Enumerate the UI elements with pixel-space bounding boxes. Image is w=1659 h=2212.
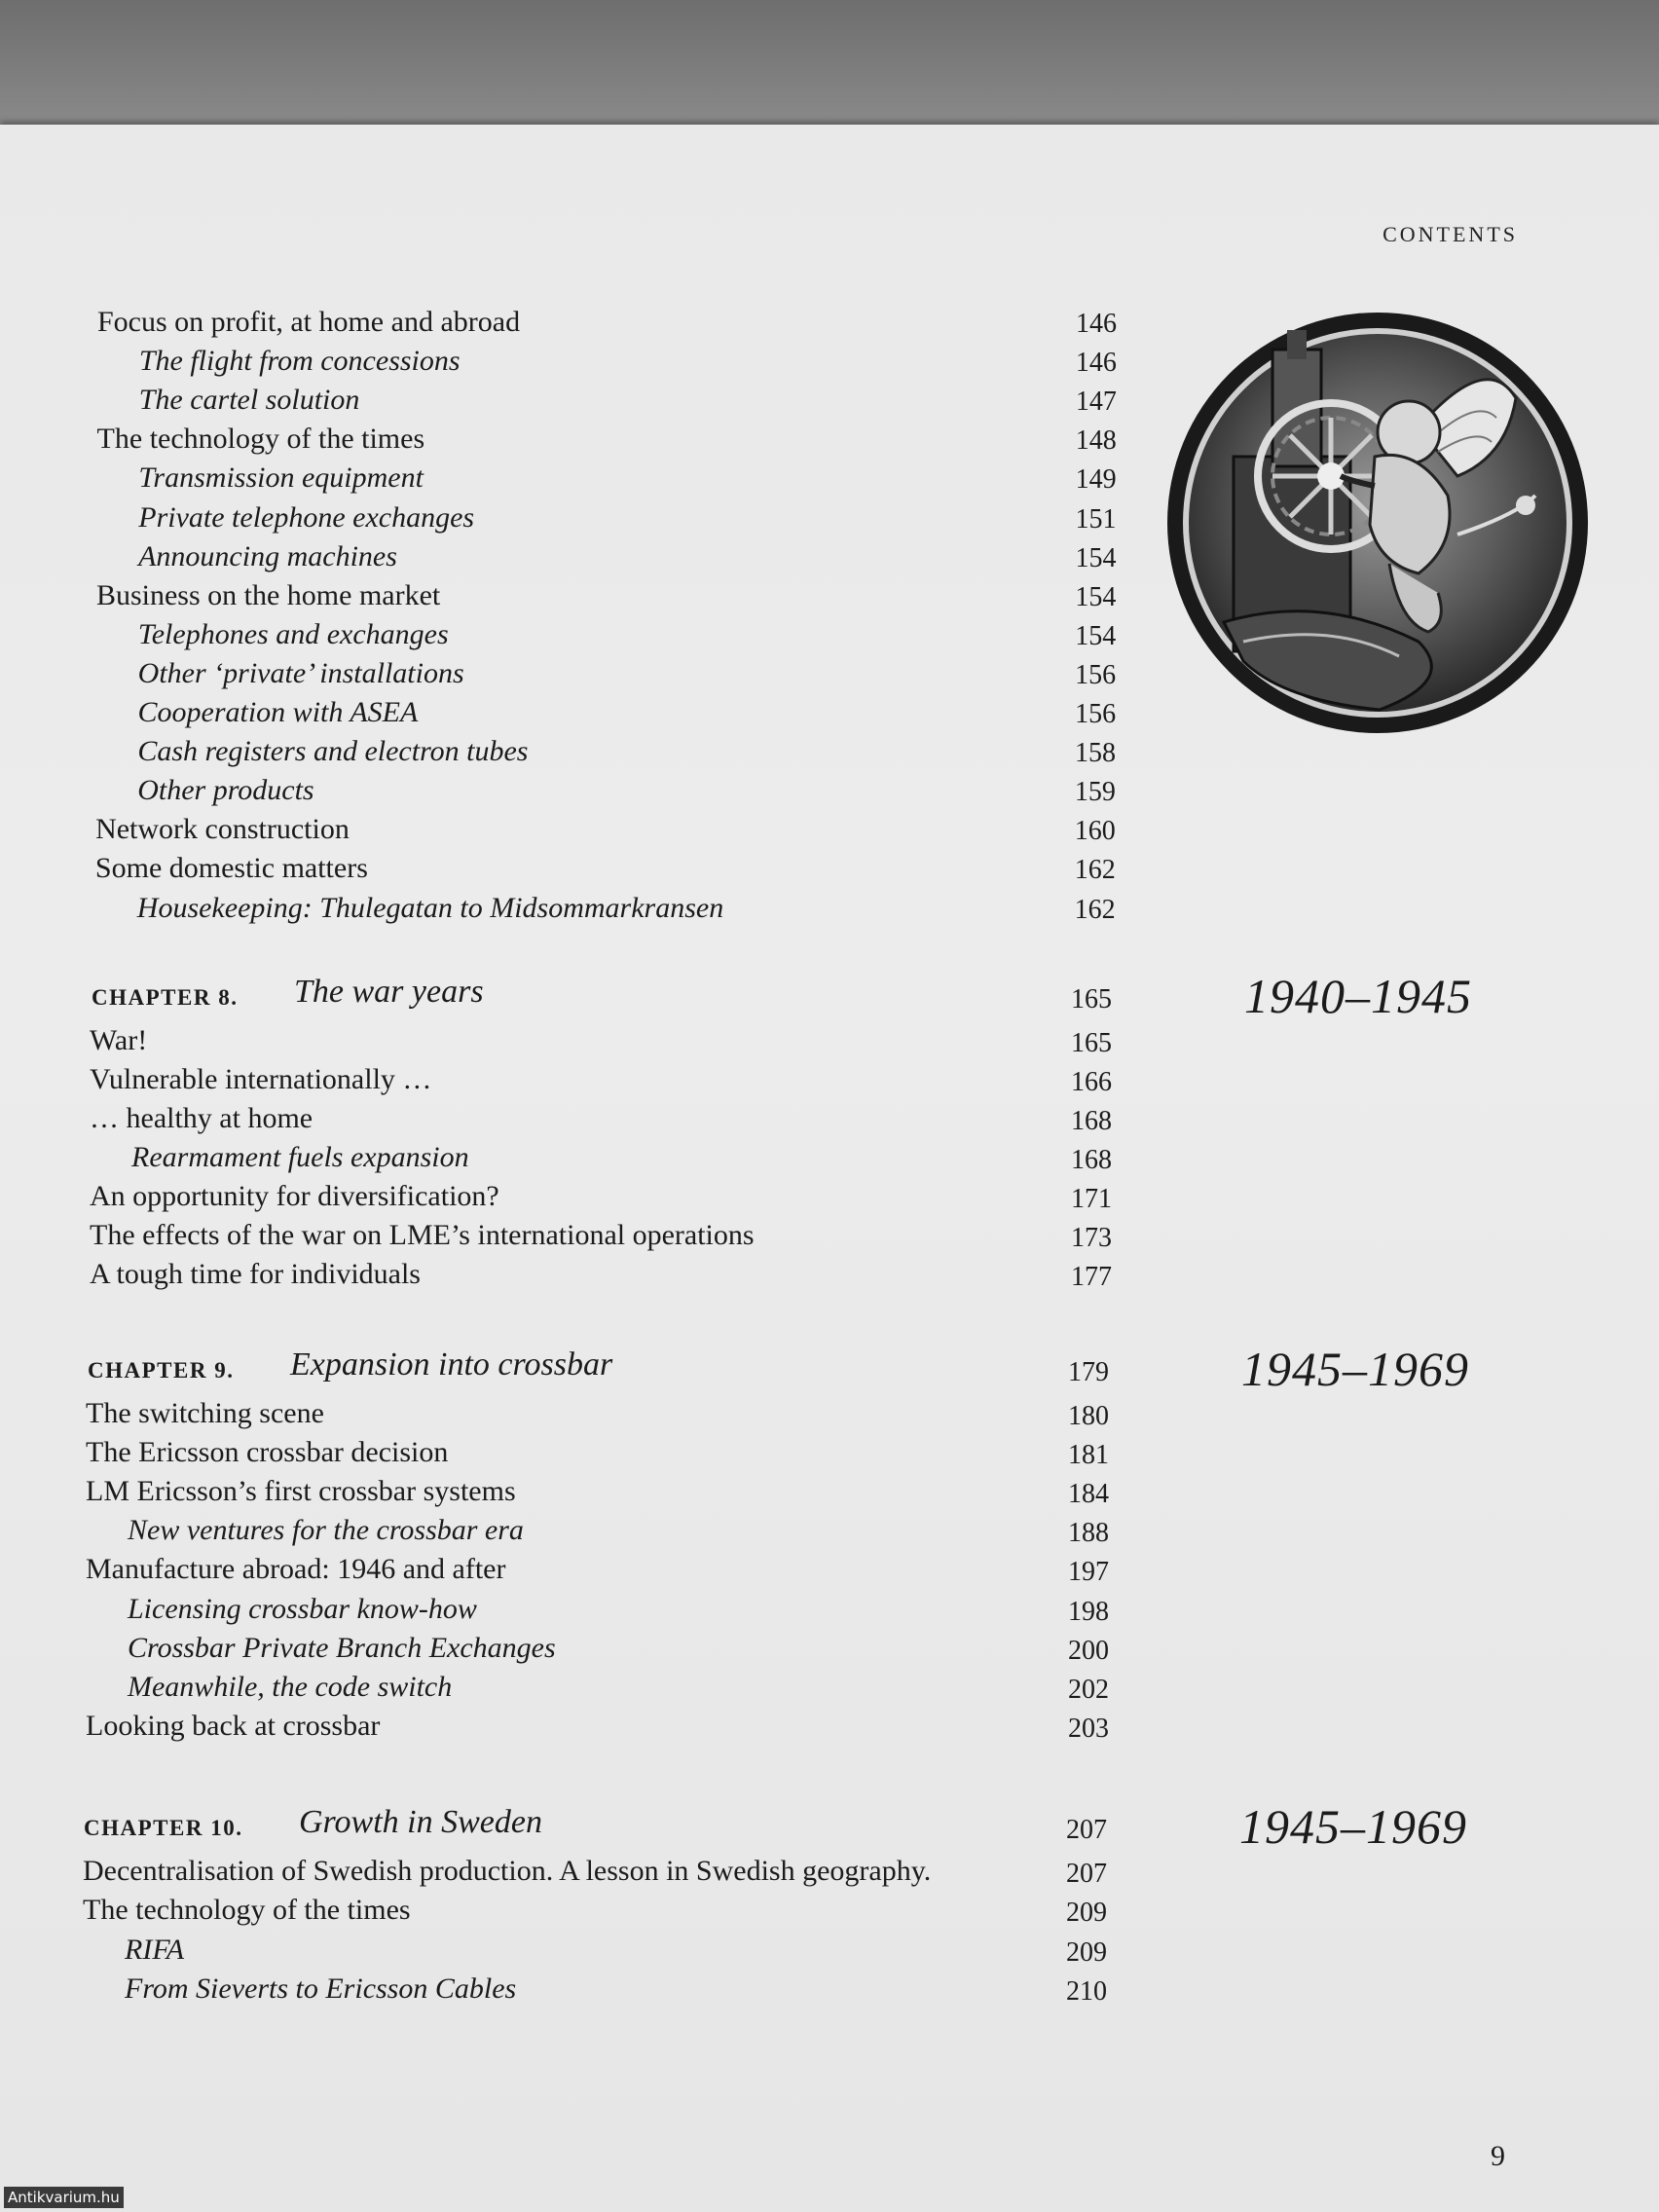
stained-glass-medallion-image [1165,311,1590,735]
toc-subentry: The flight from concessions [138,345,461,378]
toc-page-number: 203 [1068,1713,1109,1744]
toc-page-number: 171 [1071,1184,1112,1214]
toc-page-number: 159 [1074,777,1116,808]
toc-page-number: 181 [1068,1440,1109,1471]
toc-subentry: Private telephone exchanges [138,500,475,534]
chapter-title: Growth in Sweden [299,1804,542,1840]
toc-page-number: 209 [1066,1898,1107,1929]
toc-entry: Network construction [95,813,350,846]
toc-page-number: 165 [1071,1028,1112,1058]
toc-entry: A tough time for individuals [90,1258,421,1290]
toc-page-number: 210 [1066,1976,1107,2008]
toc-page-number: 158 [1074,738,1116,769]
toc-page-number: 160 [1074,816,1116,847]
toc-subentry: Other products [137,774,314,807]
chapter-page-number: 179 [1068,1357,1109,1387]
toc-page-number: 188 [1068,1518,1109,1549]
toc-subentry: Rearmament fuels expansion [131,1141,469,1173]
toc-subentry: Telephones and exchanges [137,617,449,650]
toc-page-number: 151 [1075,503,1117,535]
toc-page-number: 162 [1074,894,1116,925]
toc-entry: Focus on profit, at home and abroad [97,306,521,338]
toc-page-number: 180 [1068,1401,1109,1431]
chapter-label: CHAPTER 8. [92,985,239,1010]
toc-page-number: 168 [1071,1106,1112,1136]
toc-entry: Business on the home market [95,578,441,611]
chapter-years: 1945–1969 [1241,1342,1469,1396]
toc-entry: The technology of the times [96,423,425,456]
toc-entry: Looking back at crossbar [86,1709,381,1742]
running-head: CONTENTS [1382,222,1518,246]
toc-page-number: 173 [1071,1223,1112,1253]
watermark-label: Antikvarium.hu [4,2187,124,2208]
toc-page-number: 200 [1068,1635,1109,1666]
desk-background [0,0,1659,127]
toc-page-number: 148 [1075,425,1117,457]
toc-page-number: 198 [1068,1596,1109,1627]
toc-page-number: 177 [1071,1262,1112,1292]
toc-subentry: Housekeeping: Thulegatan to Midsommarkransen [136,891,724,924]
toc-page-number: 207 [1066,1859,1107,1889]
toc-subentry: The cartel solution [138,384,360,417]
toc-page-number: 184 [1068,1479,1109,1510]
toc-page-number: 154 [1075,581,1117,612]
toc-entry: The technology of the times [83,1894,411,1927]
toc-entry: The effects of the war on LME’s international operations [90,1219,755,1251]
toc-entry: The switching scene [86,1397,324,1429]
toc-page-number: 162 [1074,855,1116,886]
toc-page-number: 168 [1071,1145,1112,1175]
toc-subentry: Transmission equipment [138,461,424,495]
toc-page-number: 166 [1071,1067,1112,1097]
toc-subentry: New ventures for the crossbar era [128,1514,524,1547]
toc-entry: … healthy at home [90,1102,313,1134]
toc-page-number: 146 [1076,309,1117,339]
toc-page-number: 202 [1068,1674,1109,1705]
chapter-label: CHAPTER 9. [88,1358,235,1382]
toc-entry: Manufacture abroad: 1946 and after [86,1553,506,1586]
toc-entry: War! [90,1024,148,1056]
toc-page-number: 147 [1075,387,1117,418]
toc-subentry: Meanwhile, the code switch [128,1670,453,1703]
toc-subentry: Licensing crossbar know-how [128,1592,477,1625]
chapter-page-number: 207 [1066,1815,1107,1845]
toc-entry: Vulnerable internationally … [90,1063,432,1095]
toc-subentry: RIFA [125,1933,185,1966]
toc-page-number: 209 [1066,1936,1107,1968]
toc-entry: Decentralisation of Swedish production. A lesson in Swedish geography. [83,1855,932,1887]
toc-entry: Some domestic matters [94,852,368,885]
toc-entry: The Ericsson crossbar decision [86,1436,449,1469]
book-page [0,125,1659,2212]
toc-subentry: Crossbar Private Branch Exchanges [128,1631,556,1664]
chapter-years: 1940–1945 [1244,969,1472,1023]
toc-subentry: Other ‘private’ installations [137,656,464,689]
toc-subentry: Cash registers and electron tubes [137,735,529,768]
toc-page-number: 154 [1075,542,1117,573]
toc-page-number: 197 [1068,1557,1109,1588]
toc-subentry: Announcing machines [138,539,397,572]
chapter-page-number: 165 [1071,984,1112,1014]
toc-entry: An opportunity for diversification? [90,1180,499,1212]
toc-page-number: 156 [1075,699,1117,729]
toc-page-number: 154 [1075,620,1117,651]
toc-subentry: From Sieverts to Ericsson Cables [125,1972,517,2006]
toc-entry: LM Ericsson’s first crossbar systems [86,1475,516,1508]
toc-page-number: 146 [1075,348,1117,379]
chapter-years: 1945–1969 [1239,1799,1467,1854]
chapter-title: The war years [294,974,484,1010]
toc-page-number: 149 [1075,464,1117,496]
chapter-title: Expansion into crossbar [290,1346,613,1382]
chapter-label: CHAPTER 10. [84,1816,243,1840]
toc-subentry: Cooperation with ASEA [137,696,419,728]
page-number: 9 [1491,2140,1505,2172]
toc-page-number: 156 [1075,659,1117,690]
